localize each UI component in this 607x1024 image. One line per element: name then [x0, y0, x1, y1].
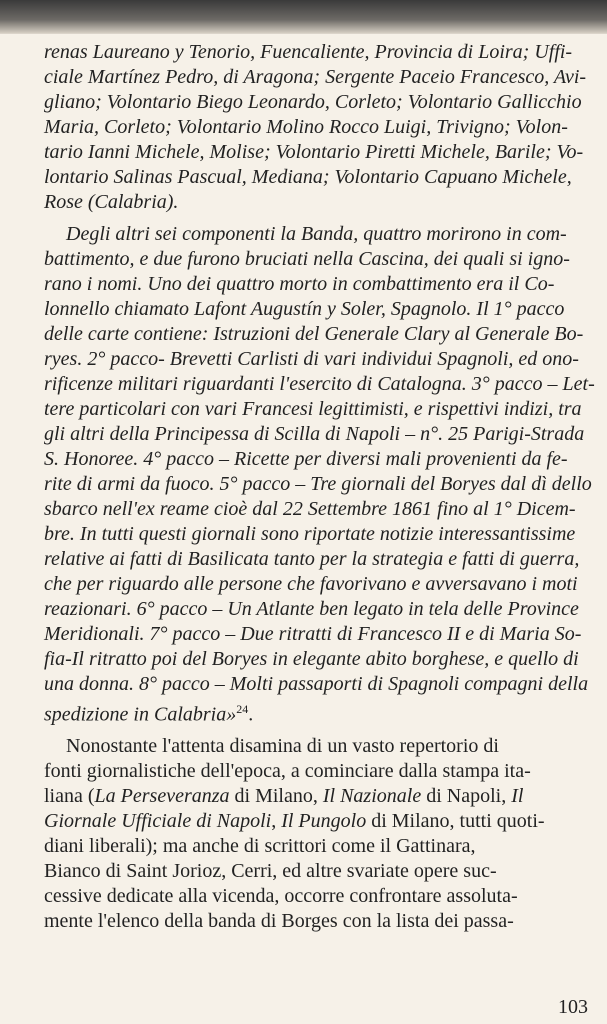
text-line: S. Honoree. 4° pacco – Ricette per diversi mali provenienti da fe-	[44, 448, 568, 470]
text-line: Degli altri sei componenti la Banda, quattro morirono in com-	[66, 223, 567, 245]
text-fragment: liana (	[44, 785, 95, 807]
text-line: bre. In tutti questi giornali sono riportate notizie interessantissime	[44, 523, 576, 545]
text-line: delle carte contiene: Istruzioni del Generale Clary al Generale Bo-	[44, 323, 584, 345]
newspaper-title: Giornale Ufficiale di Napoli	[44, 810, 272, 832]
text-line: gli altri della Principessa di Scilla di Napoli – n°. 25 Parigi-Strada	[44, 423, 585, 445]
text-line: cessive dedicate alla vicenda, occorre confrontare assoluta-	[44, 885, 518, 907]
text-line: mente l'elenco della banda di Borges con la lista dei passa-	[44, 910, 514, 932]
text-line: ryes. 2° pacco- Brevetti Carlisti di vari individui Spagnoli, ed ono-	[44, 348, 579, 370]
newspaper-title: Il	[511, 785, 524, 807]
text-line: ciale Martínez Pedro, di Aragona; Sergente Paceio Francesco, Avi-	[44, 66, 587, 88]
text-line: Bianco di Saint Jorioz, Cerri, ed altre svariate opere suc-	[44, 860, 497, 882]
text-line: che per riguardo alle persone che favorivano e avversavano i moti	[44, 573, 578, 595]
newspaper-title: Il Nazionale	[322, 785, 422, 807]
text-fragment: di Milano,	[229, 785, 323, 807]
text-line: reazionari. 6° pacco – Un Atlante ben legato in tela delle Province	[44, 598, 579, 620]
newspaper-title: La Perseveranza	[94, 785, 230, 807]
text-fragment: di Napoli,	[421, 785, 512, 807]
text-line: rite di armi da fuoco. 5° pacco – Tre giornali del Boryes dal dì dello	[44, 473, 592, 495]
page-number: 103	[558, 996, 588, 1018]
text-line	[44, 697, 584, 727]
footnote-reference: 24	[236, 702, 249, 716]
text-fragment: spedizione in Calabria»	[44, 703, 237, 726]
text-line: renas Laureano y Tenorio, Fuencaliente, Provincia di Loira; Uffi-	[44, 41, 573, 63]
text-line: lontario Salinas Pascual, Mediana; Volontario Capuano Michele,	[44, 166, 572, 188]
text-line: fia-Il ritratto poi del Boryes in elegante abito borghese, e quello di	[44, 648, 579, 670]
text-fragment: ,	[271, 810, 282, 832]
text-line: rificenze militari riguardanti l'esercito di Catalogna. 3° pacco – Let-	[44, 373, 595, 395]
text-line	[44, 784, 584, 808]
text-line: Rose (Calabria).	[44, 191, 179, 213]
text-line: Maria, Corleto; Volontario Molino Rocco Luigi, Trivigno; Volon-	[44, 116, 568, 138]
text-line: sbarco nell'ex reame cioè dal 22 Settembre 1861 fino al 1° Dicem-	[44, 498, 576, 520]
text-fragment: di Milano, tutti quoti-	[366, 810, 545, 832]
text-line	[44, 809, 584, 833]
newspaper-title: Il Pungolo	[281, 810, 367, 832]
text-line: tario Ianni Michele, Molise; Volontario Piretti Michele, Barile; Vo-	[44, 141, 584, 163]
book-page	[0, 34, 607, 1024]
text-line: battimento, e due furono bruciati nella Cascina, dei quali si igno-	[44, 248, 570, 270]
text-line: Meridionali. 7° pacco – Due ritratti di Francesco II e di Maria So-	[44, 623, 582, 645]
text-line: lonnello chiamato Lafont Augustín y Soler, Spagnolo. Il 1° pacco	[44, 298, 565, 320]
text-line: Nonostante l'attenta disamina di un vasto repertorio di	[66, 735, 499, 757]
text-line: gliano; Volontario Biego Leonardo, Corleto; Volontario Gallicchio	[44, 91, 582, 113]
text-line: una donna. 8° pacco – Molti passaporti di Spagnoli compagni della	[44, 673, 589, 695]
dark-top-edge	[0, 0, 607, 36]
text-line: tere particolari con vari Francesi legittimisti, e rispettivi indizi, tra	[44, 398, 582, 420]
text-line: relative ai fatti di Basilicata tanto per la strategia e fatti di guerra,	[44, 548, 580, 570]
text-fragment: .	[248, 703, 254, 726]
text-line: rano i nomi. Uno dei quattro morto in combattimento era il Co-	[44, 273, 555, 295]
text-line: diani liberali); ma anche di scrittori come il Gattinara,	[44, 835, 476, 857]
text-line: fonti giornalistiche dell'epoca, a cominciare dalla stampa ita-	[44, 760, 531, 782]
